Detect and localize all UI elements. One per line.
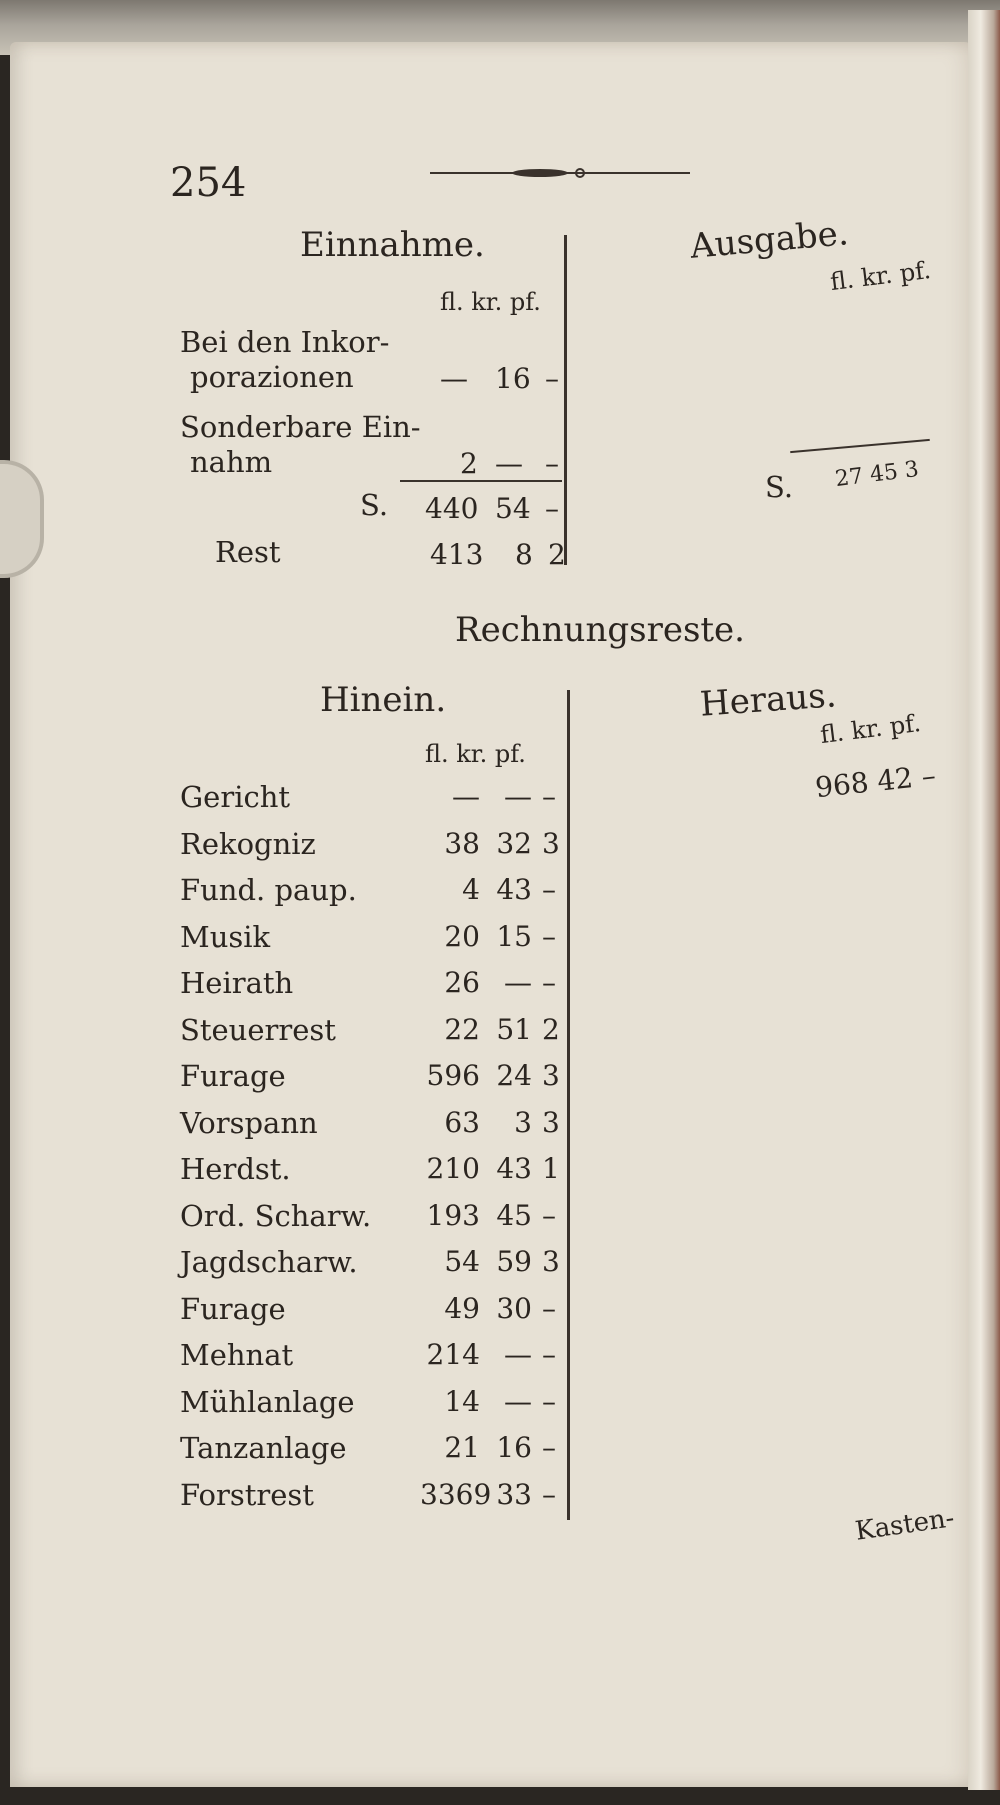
arrears-row-fl: 14 bbox=[444, 1384, 480, 1418]
income-row-label: Sonderbare Ein- bbox=[180, 410, 421, 444]
arrears-row-kr: 32 bbox=[496, 826, 532, 860]
arrears-row-label: Vorspann bbox=[180, 1105, 318, 1140]
expense-heading: Ausgabe. bbox=[688, 213, 851, 267]
arrears-row-pf: – bbox=[542, 1477, 556, 1511]
arrears-row-pf: – bbox=[542, 780, 556, 813]
arrears-row-label: Fund. paup. bbox=[180, 873, 357, 907]
arrears-row-label: Forstrest bbox=[180, 1477, 314, 1512]
arrears-row-fl: 4 bbox=[462, 873, 480, 906]
arrears-row-label: Furage bbox=[180, 1059, 286, 1093]
arrears-row-fl: 26 bbox=[444, 966, 480, 999]
arrears-row-label: Heirath bbox=[180, 966, 294, 1000]
rest-fl: 413 bbox=[430, 538, 484, 571]
catchword: Kasten- bbox=[853, 1503, 957, 1547]
income-row-label: Bei den Inkor- bbox=[180, 325, 390, 359]
arrears-row-pf: – bbox=[542, 1431, 556, 1464]
arrears-heading: Rechnungsreste. bbox=[455, 610, 745, 650]
arrears-row-label: Ord. Scharw. bbox=[180, 1198, 372, 1233]
arrears-row-kr: — bbox=[504, 1338, 532, 1371]
arrears-row-label: Musik bbox=[180, 919, 271, 954]
arrears-row-pf: 3 bbox=[542, 826, 560, 860]
arrears-row-fl: 54 bbox=[444, 1245, 480, 1278]
income-row-pf: – bbox=[545, 362, 559, 395]
arrears-row-kr: 16 bbox=[496, 1431, 532, 1464]
expense-sum-label: S. bbox=[765, 470, 794, 504]
arrears-row-label: Tanzanlage bbox=[180, 1431, 347, 1465]
page-number: 254 bbox=[170, 160, 247, 206]
income-heading: Einnahme. bbox=[300, 225, 485, 265]
arrears-row-label: Jagdscharw. bbox=[180, 1245, 358, 1279]
arrears-row-fl: 3369 bbox=[420, 1477, 492, 1511]
arrears-row-pf: – bbox=[542, 919, 556, 953]
arrears-row-label: Gericht bbox=[180, 780, 291, 814]
arrears-row-kr: 51 bbox=[496, 1012, 532, 1046]
arrears-row-pf: 3 bbox=[542, 1245, 560, 1278]
arrears-row-pf: – bbox=[542, 966, 556, 999]
arrears-row-kr: 59 bbox=[496, 1245, 532, 1278]
arrears-row-fl: 63 bbox=[444, 1105, 480, 1139]
arrears-in-units: fl. kr. pf. bbox=[425, 740, 526, 768]
arrears-row-fl: 49 bbox=[444, 1291, 480, 1325]
income-sum-pf: – bbox=[545, 492, 559, 525]
arrears-row-label: Steuerrest bbox=[180, 1012, 336, 1047]
arrears-row-pf: – bbox=[542, 1198, 556, 1232]
income-units: fl. kr. pf. bbox=[440, 288, 541, 316]
arrears-row-pf: – bbox=[542, 873, 556, 906]
arrears-column-rule bbox=[567, 690, 570, 1520]
arrears-row-kr: — bbox=[504, 780, 532, 813]
arrears-in-heading: Hinein. bbox=[320, 680, 447, 720]
arrears-out-value: 968 42 – bbox=[813, 758, 938, 805]
arrears-row-pf: – bbox=[542, 1384, 556, 1418]
arrears-row-fl: 21 bbox=[444, 1431, 480, 1464]
arrears-row-kr: 30 bbox=[496, 1291, 532, 1325]
arrears-row-label: Rekogniz bbox=[180, 826, 316, 861]
arrears-row-kr: 33 bbox=[496, 1477, 532, 1511]
income-row-kr: — bbox=[495, 447, 523, 480]
arrears-out-units: fl. kr. pf. bbox=[818, 708, 923, 750]
income-row-fl: 2 bbox=[460, 447, 478, 480]
arrears-row-fl: 596 bbox=[426, 1059, 480, 1092]
arrears-row-kr: 45 bbox=[496, 1198, 532, 1232]
arrears-row-pf: 3 bbox=[542, 1105, 560, 1139]
arrears-row-kr: 24 bbox=[496, 1059, 532, 1092]
arrears-row-fl: 38 bbox=[444, 826, 480, 860]
income-row-fl: — bbox=[440, 362, 468, 395]
income-column-rule bbox=[564, 235, 567, 565]
arrears-row-fl: 214 bbox=[426, 1338, 480, 1371]
book-right-edge bbox=[968, 10, 1000, 1790]
arrears-row-fl: — bbox=[452, 780, 480, 813]
income-row-label: nahm bbox=[190, 445, 273, 479]
arrears-row-kr: — bbox=[504, 966, 532, 999]
income-row-pf: – bbox=[545, 447, 559, 480]
ornament-rule bbox=[430, 168, 690, 178]
income-sum-label: S. bbox=[360, 488, 389, 522]
arrears-row-kr: 43 bbox=[496, 873, 532, 906]
arrears-row-pf: 3 bbox=[542, 1059, 560, 1092]
arrears-row-pf: 2 bbox=[542, 1012, 560, 1046]
arrears-row-fl: 193 bbox=[426, 1198, 480, 1232]
arrears-out-heading: Heraus. bbox=[698, 675, 838, 725]
income-sum-fl: 440 bbox=[425, 492, 479, 525]
arrears-row-fl: 22 bbox=[444, 1012, 480, 1046]
arrears-row-pf: – bbox=[542, 1338, 556, 1371]
rest-kr: 8 bbox=[515, 538, 533, 571]
expense-units: fl. kr. pf. bbox=[828, 255, 933, 297]
expense-sum-value: 27 45 3 bbox=[833, 456, 921, 493]
rest-pf: 2 bbox=[548, 538, 566, 571]
arrears-row-label: Mehnat bbox=[180, 1338, 294, 1372]
income-row-label: porazionen bbox=[190, 360, 354, 394]
arrears-row-kr: — bbox=[504, 1384, 532, 1418]
arrears-row-kr: 15 bbox=[496, 919, 532, 953]
arrears-row-label: Herdst. bbox=[180, 1152, 291, 1186]
income-row-kr: 16 bbox=[495, 362, 531, 395]
arrears-row-pf: 1 bbox=[542, 1152, 560, 1185]
arrears-row-label: Furage bbox=[180, 1291, 286, 1326]
rest-label: Rest bbox=[215, 535, 281, 569]
arrears-row-kr: 43 bbox=[496, 1152, 532, 1185]
arrears-row-fl: 20 bbox=[444, 919, 480, 953]
arrears-row-pf: – bbox=[542, 1291, 556, 1325]
income-sum-kr: 54 bbox=[495, 492, 531, 525]
arrears-row-fl: 210 bbox=[426, 1152, 480, 1185]
arrears-row-label: Mühlanlage bbox=[180, 1384, 355, 1419]
arrears-row-kr: 3 bbox=[514, 1105, 532, 1139]
income-sum-rule bbox=[400, 480, 562, 482]
